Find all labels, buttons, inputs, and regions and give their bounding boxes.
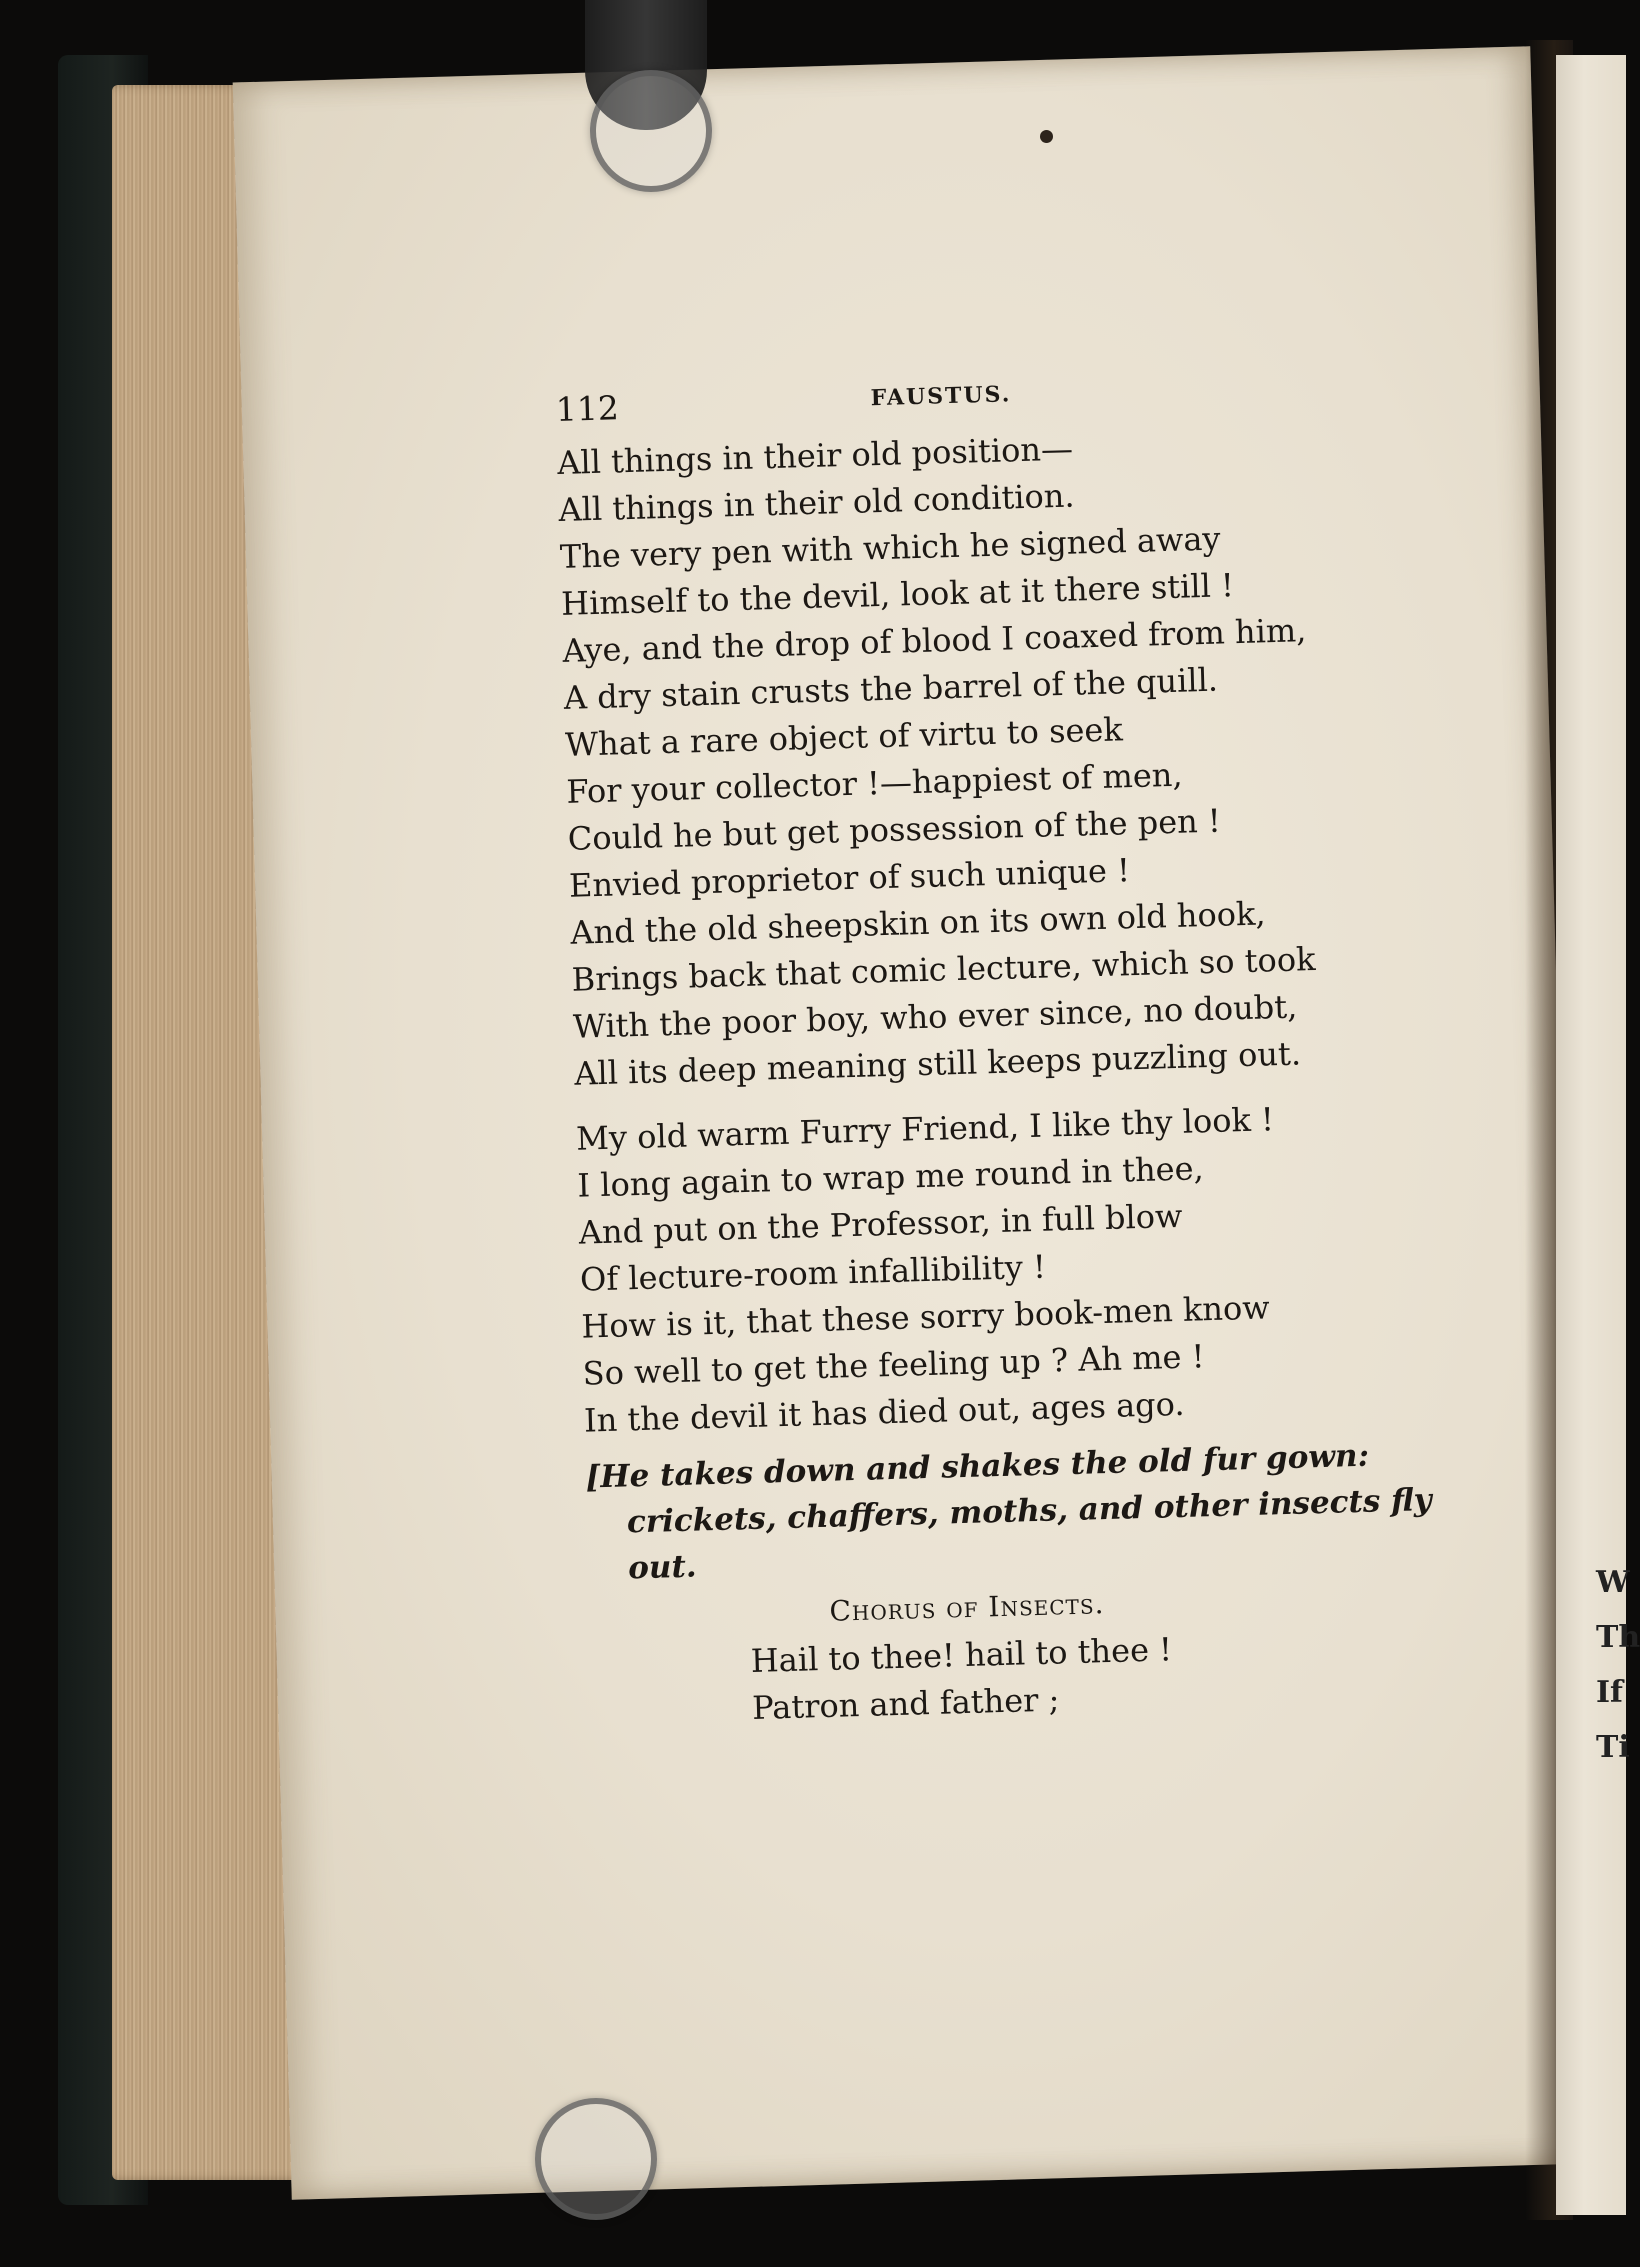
page-clip-bottom xyxy=(535,2098,657,2220)
verse-line: I long again to wrap me round in thee, xyxy=(576,1149,1205,1205)
stage-direction-line: [He takes down and shakes the old fur gown: xyxy=(585,1437,1370,1496)
chorus-heading: Chorus of Insects. xyxy=(829,1587,1105,1628)
verse-line: All things in their old condition. xyxy=(558,476,1076,529)
running-title: FAUSTUS. xyxy=(870,381,1012,412)
verse-line: What a rare object of virtu to seek xyxy=(564,710,1124,764)
verse-line: Brings back that comic lecture, which so took xyxy=(571,940,1316,999)
chorus-line: Patron and father ; xyxy=(751,1680,1060,1728)
verse-line: All things in their old position— xyxy=(556,429,1074,482)
page-text xyxy=(555,357,1433,1736)
verse-line: How is it, that these sorry book-men know xyxy=(580,1288,1271,1346)
verse-line: Could he but get possession of the pen ! xyxy=(567,801,1222,858)
stanza-1 xyxy=(557,417,1395,1098)
verse-line: The very pen with which he signed away xyxy=(559,519,1221,576)
verse-line: For your collector !—happiest of men, xyxy=(565,755,1183,811)
verse-line: In the devil it has died out, ages ago. xyxy=(583,1384,1185,1440)
page-clip-top xyxy=(590,70,712,192)
verse-line: And the old sheepskin on its own old hook, xyxy=(569,894,1267,952)
verse-line: Of lecture-room infallibility ! xyxy=(579,1247,1047,1299)
page-number: 112 xyxy=(555,388,620,429)
verse-line: With the poor boy, who ever since, no doubt, xyxy=(572,987,1298,1046)
verse-line: Aye, and the drop of blood I coaxed from him, xyxy=(562,611,1307,670)
ink-spot xyxy=(1040,130,1053,143)
facing-fragment: If xyxy=(1596,1675,1623,1710)
verse-line: So well to get the feeling up ? Ah me ! xyxy=(582,1337,1205,1393)
verse-line: Envied proprietor of such unique ! xyxy=(568,851,1131,905)
stanza-2 xyxy=(576,1093,1405,1445)
verse-line: And put on the Professor, in full blow xyxy=(578,1196,1183,1252)
chorus-line: Hail to thee! hail to thee ! xyxy=(750,1630,1173,1681)
facing-fragment: Th xyxy=(1596,1620,1640,1655)
stage-direction-line: out. xyxy=(627,1548,698,1587)
facing-fragment: Ti xyxy=(1596,1730,1630,1765)
verse-line: All its deep meaning still keeps puzzling out. xyxy=(573,1034,1302,1093)
verse-line: My old warm Furry Friend, I like thy look ! xyxy=(575,1100,1275,1158)
facing-fragment: W xyxy=(1596,1565,1630,1600)
stage-direction-line: crickets, chaffers, moths, and other insects fly xyxy=(626,1481,1433,1541)
verse-line: Himself to the devil, look at it there still ! xyxy=(560,566,1235,623)
verse-line: A dry stain crusts the barrel of the quill. xyxy=(563,660,1219,717)
facing-page xyxy=(1556,55,1640,2215)
stage-direction xyxy=(585,1432,1433,1593)
facing-page-fragments xyxy=(1596,1555,1640,1775)
